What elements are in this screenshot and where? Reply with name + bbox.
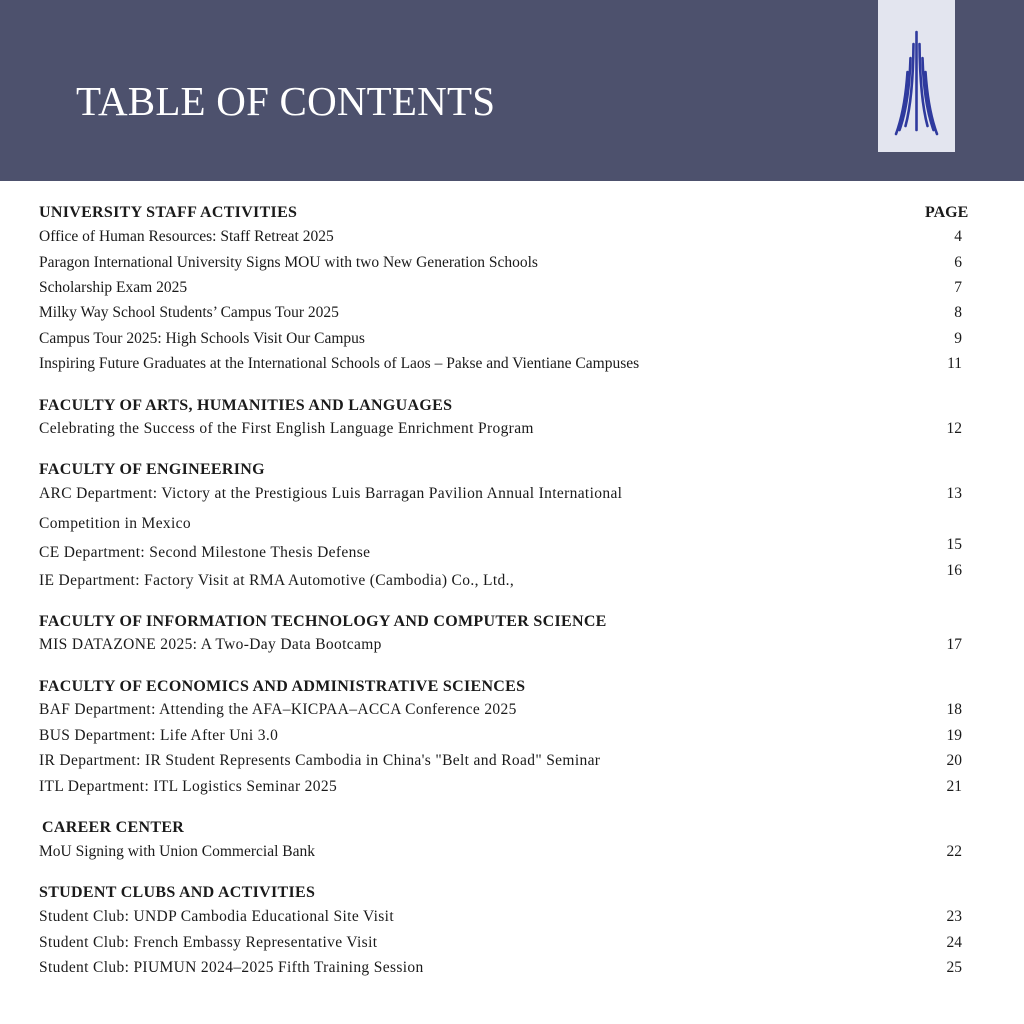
toc-entry: Milky Way School Students’ Campus Tour 2025 <box>39 304 339 321</box>
toc-entry: ITL Department: ITL Logistics Seminar 2025 <box>39 778 338 795</box>
toc-entry: Campus Tour 2025: High Schools Visit Our Campus <box>39 330 365 347</box>
toc-entry: IE Department: Factory Visit at RMA Automotive (Cambodia) Co., Ltd., <box>39 572 515 589</box>
toc-page-number: 20 <box>946 752 962 769</box>
toc-page-number: 15 <box>946 536 962 553</box>
toc-page-number: 16 <box>946 562 962 579</box>
section-heading: UNIVERSITY STAFF ACTIVITIES <box>39 204 298 221</box>
toc-entry: BUS Department: Life After Uni 3.0 <box>39 727 279 744</box>
toc-page-number: 13 <box>946 485 962 502</box>
toc-page-number: 6 <box>954 254 962 271</box>
toc-entry: Inspiring Future Graduates at the International Schools of Laos – Pakse and Vientiane Campuses <box>39 355 640 372</box>
toc-entry: Celebrating the Success of the First English Language Enrichment Program <box>39 420 534 437</box>
section-heading: CAREER CENTER <box>42 819 185 836</box>
toc-entry: MIS DATAZONE 2025: A Two-Day Data Bootcamp <box>39 636 382 653</box>
toc-page-number: 23 <box>946 908 962 925</box>
toc-entry: Paragon International University Signs MOU with two New Generation Schools <box>39 254 538 271</box>
toc-entry: Student Club: PIUMUN 2024–2025 Fifth Training Session <box>39 959 424 976</box>
toc-entry-continuation: Competition in Mexico <box>39 515 192 532</box>
toc-page-number: 9 <box>954 330 962 347</box>
toc-entry: IR Department: IR Student Represents Cambodia in China's "Belt and Road" Seminar <box>39 752 601 769</box>
toc-page-number: 19 <box>946 727 962 744</box>
section-heading: STUDENT CLUBS AND ACTIVITIES <box>39 884 316 901</box>
section-heading: FACULTY OF INFORMATION TECHNOLOGY AND COMPUTER SCIENCE <box>39 613 607 630</box>
toc-page-number: 17 <box>946 636 962 653</box>
toc-entry: Office of Human Resources: Staff Retreat 2025 <box>39 228 334 245</box>
section-heading: FACULTY OF ECONOMICS AND ADMINISTRATIVE SCIENCES <box>39 678 526 695</box>
page-column-header: PAGE <box>925 204 969 221</box>
toc-entry: CE Department: Second Milestone Thesis Defense <box>39 544 371 561</box>
university-logo-icon <box>878 0 955 152</box>
toc-page-number: 4 <box>954 228 962 245</box>
toc-page-number: 11 <box>947 355 962 372</box>
toc-entry: ARC Department: Victory at the Prestigious Luis Barragan Pavilion Annual International <box>39 485 623 502</box>
header-banner <box>0 0 1024 181</box>
page-title: TABLE OF CONTENTS <box>76 78 496 124</box>
toc-entry: Student Club: UNDP Cambodia Educational Site Visit <box>39 908 394 925</box>
toc-page-number: 12 <box>946 420 962 437</box>
toc-page-number: 25 <box>946 959 962 976</box>
toc-entry: Scholarship Exam 2025 <box>39 279 188 296</box>
logo-box <box>878 0 955 152</box>
toc-page-number: 7 <box>954 279 962 296</box>
toc-page-number: 8 <box>954 304 962 321</box>
section-heading: FACULTY OF ENGINEERING <box>39 461 265 478</box>
section-heading: FACULTY OF ARTS, HUMANITIES AND LANGUAGES <box>39 397 453 414</box>
toc-page-number: 21 <box>946 778 962 795</box>
toc-entry: BAF Department: Attending the AFA–KICPAA–ACCA Conference 2025 <box>39 701 517 718</box>
toc-entry: Student Club: French Embassy Representative Visit <box>39 934 378 951</box>
toc-entry: MoU Signing with Union Commercial Bank <box>39 843 315 860</box>
toc-page-number: 24 <box>946 934 962 951</box>
toc-page-number: 22 <box>946 843 962 860</box>
toc-page-number: 18 <box>946 701 962 718</box>
